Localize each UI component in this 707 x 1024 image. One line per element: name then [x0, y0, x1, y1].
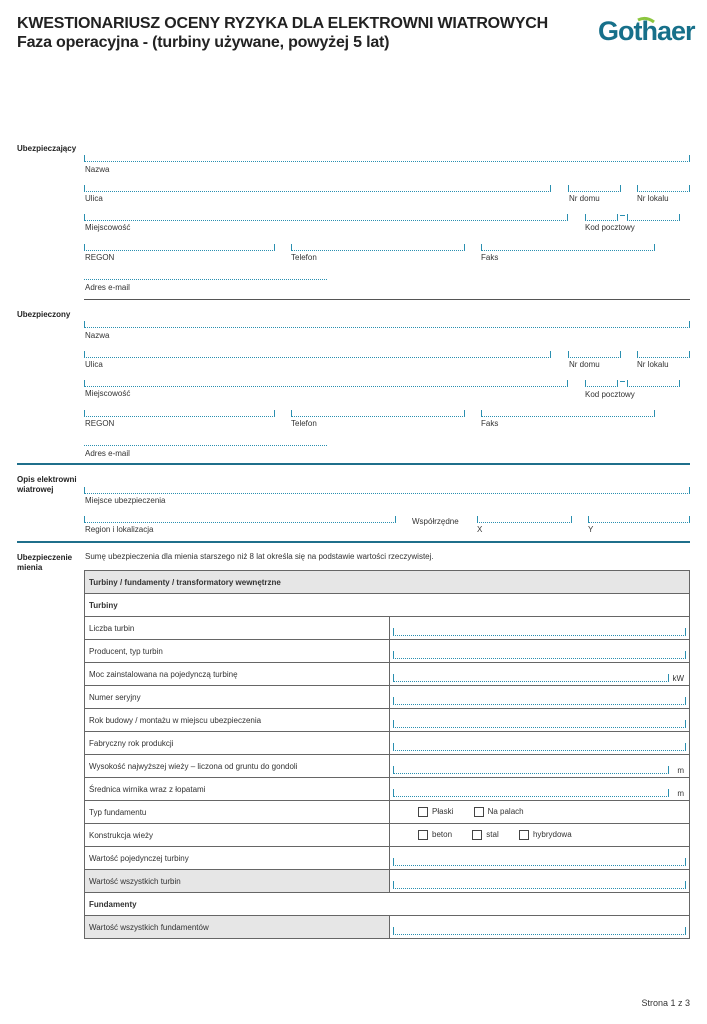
producent-label: Producent, typ turbin: [85, 640, 390, 663]
section-divider: [17, 463, 690, 465]
ubezpieczajacy-nr-domu-label: Nr domu: [569, 194, 600, 203]
ubezpieczony-telefon-label: Telefon: [291, 419, 317, 428]
region-label: Region i lokalizacja: [85, 525, 154, 534]
ubezpieczony-kod-label: Kod pocztowy: [585, 390, 635, 399]
table-row: [85, 916, 690, 939]
konstrukcja-stal-option[interactable]: [472, 830, 498, 840]
logo-text: Gothaer: [598, 16, 695, 46]
wspolrzedna-x-field[interactable]: [477, 516, 572, 523]
ubezpieczajacy-faks-label: Faks: [481, 253, 499, 262]
region-field[interactable]: [84, 516, 396, 523]
ubezpieczajacy-nr-lokalu-field[interactable]: [637, 185, 690, 192]
ubezpieczony-miejscowosc-field[interactable]: [84, 380, 568, 387]
ubezpieczony-email-label: Adres e-mail: [85, 449, 130, 458]
mienie-note: Sumę ubezpieczenia dla mienia starszego niż 8 lat określa się na podstawie wartości rzeczywistej.: [85, 552, 434, 561]
kod-dash: [620, 381, 625, 382]
table-row: [85, 663, 690, 686]
table-row: [85, 870, 690, 893]
section-ubezpieczajacy-label: Ubezpieczający: [17, 144, 77, 153]
gothaer-logo: [598, 16, 695, 48]
wysokosc-label: Wysokość najwyższej wieży – liczona od gruntu do gondoli: [85, 755, 390, 778]
ubezpieczony-kod-part2-field[interactable]: [627, 380, 680, 387]
ubezpieczajacy-nazwa-label: Nazwa: [85, 165, 110, 174]
ubezpieczajacy-telefon-label: Telefon: [291, 253, 317, 262]
checkbox[interactable]: [472, 830, 482, 840]
table-row: [85, 709, 690, 732]
ubezpieczajacy-kod-part2-field[interactable]: [627, 214, 680, 221]
typ-plaski-option[interactable]: [418, 807, 453, 817]
section-opis-label: [17, 475, 77, 495]
wartosc-fundamentow-label: Wartość wszystkich fundamentów: [85, 916, 390, 939]
ubezpieczajacy-ulica-label: Ulica: [85, 194, 103, 203]
ubezpieczony-kod-part1-field[interactable]: [585, 380, 618, 387]
section-ubezpieczony-label: Ubezpieczony: [17, 310, 71, 319]
numer-field[interactable]: [393, 697, 686, 705]
x-label: X: [477, 525, 483, 534]
ubezpieczony-ulica-label: Ulica: [85, 360, 103, 369]
wysokosc-field[interactable]: [393, 766, 669, 774]
wysokosc-cell: [390, 755, 690, 778]
property-table: [84, 570, 690, 939]
option-label: Na palach: [487, 807, 524, 817]
konstrukcja-cell: [390, 824, 690, 847]
ubezpieczajacy-miejscowosc-field[interactable]: [84, 214, 568, 221]
ubezpieczajacy-email-label: Adres e-mail: [85, 283, 130, 292]
ubezpieczajacy-regon-field[interactable]: [84, 244, 275, 251]
ubezpieczajacy-telefon-field[interactable]: [291, 244, 465, 251]
section-opis-label-line2: wiatrowej: [17, 485, 54, 494]
table-row: [85, 594, 690, 617]
turbiny-heading: Turbiny: [85, 594, 690, 617]
section-divider: [17, 541, 690, 543]
srednica-field[interactable]: [393, 789, 669, 797]
ubezpieczajacy-nazwa-field[interactable]: [84, 155, 690, 162]
ubezpieczony-nr-lokalu-field[interactable]: [637, 351, 690, 358]
ubezpieczony-email-field[interactable]: [84, 445, 327, 446]
table-row: [85, 893, 690, 916]
option-label: Płaski: [432, 807, 454, 817]
checkbox[interactable]: [519, 830, 529, 840]
ubezpieczony-regon-field[interactable]: [84, 410, 275, 417]
moc-cell: [390, 663, 690, 686]
ubezpieczajacy-kod-label: Kod pocztowy: [585, 223, 635, 232]
srednica-cell: [390, 778, 690, 801]
ubezpieczony-faks-label: Faks: [481, 419, 499, 428]
page-number: Strona 1 z 3: [641, 998, 690, 1008]
wartosc-wszystkich-cell: [390, 870, 690, 893]
table-row: [85, 824, 690, 847]
fabryczny-label: Fabryczny rok produkcji: [85, 732, 390, 755]
wysokosc-unit: m: [677, 766, 684, 775]
ubezpieczony-telefon-field[interactable]: [291, 410, 465, 417]
section-mienie-label-line1: Ubezpieczenie: [17, 553, 73, 562]
typ-fundamentu-cell: [390, 801, 690, 824]
liczba-turbin-field[interactable]: [393, 628, 686, 636]
wartosc-fundamentow-field[interactable]: [393, 927, 686, 935]
table-row: [85, 778, 690, 801]
table-row: [85, 571, 690, 594]
rok-budowy-cell: [390, 709, 690, 732]
ubezpieczajacy-email-field[interactable]: [84, 279, 327, 280]
wspolrzedne-label: Współrzędne: [412, 517, 459, 526]
konstrukcja-label: Konstrukcja wieży: [85, 824, 390, 847]
wartosc-wszystkich-label: Wartość wszystkich turbin: [85, 870, 390, 893]
ubezpieczony-miejscowosc-label: Miejscowość: [85, 389, 131, 398]
srednica-label: Średnica wirnika wraz z łopatami: [85, 778, 390, 801]
ubezpieczajacy-regon-label: REGON: [85, 253, 115, 262]
ubezpieczony-nazwa-label: Nazwa: [85, 331, 110, 340]
y-label: Y: [588, 525, 594, 534]
konstrukcja-hybrydowa-option[interactable]: [519, 830, 572, 840]
fabryczny-cell: [390, 732, 690, 755]
ubezpieczony-nr-lokalu-label: Nr lokalu: [637, 360, 669, 369]
table-row: [85, 801, 690, 824]
table-row: [85, 617, 690, 640]
producent-field[interactable]: [393, 651, 686, 659]
ubezpieczajacy-ulica-field[interactable]: [84, 185, 551, 192]
fabryczny-field[interactable]: [393, 743, 686, 751]
miejsce-ubezpieczenia-field[interactable]: [84, 487, 690, 494]
title-line-2: Faza operacyjna - (turbiny używane, powyżej 5 lat): [17, 34, 390, 51]
table-row: [85, 686, 690, 709]
option-label: stal: [486, 830, 499, 840]
srednica-unit: m: [677, 789, 684, 798]
table-header: Turbiny / fundamenty / transformatory wewnętrzne: [85, 571, 690, 594]
option-label: hybrydowa: [532, 830, 572, 840]
numer-cell: [390, 686, 690, 709]
typ-na-palach-option[interactable]: [474, 807, 524, 817]
section-mienie-label: [17, 553, 72, 573]
ubezpieczony-ulica-field[interactable]: [84, 351, 551, 358]
rok-budowy-label: Rok budowy / montażu w miejscu ubezpieczenia: [85, 709, 390, 732]
wartosc-pojedynczej-field[interactable]: [393, 858, 686, 866]
table-row: [85, 732, 690, 755]
wartosc-wszystkich-field[interactable]: [393, 881, 686, 889]
ubezpieczony-faks-field[interactable]: [481, 410, 655, 417]
checkbox[interactable]: [474, 807, 484, 817]
ubezpieczony-nr-domu-label: Nr domu: [569, 360, 600, 369]
miejsce-ubezpieczenia-label: Miejsce ubezpieczenia: [85, 496, 166, 505]
section-mienie-label-line2: mienia: [17, 563, 43, 572]
liczba-turbin-cell: [390, 617, 690, 640]
ubezpieczajacy-nr-domu-field[interactable]: [568, 185, 621, 192]
kod-dash: [620, 215, 625, 216]
wspolrzedna-y-field[interactable]: [588, 516, 690, 523]
ubezpieczajacy-nr-lokalu-label: Nr lokalu: [637, 194, 669, 203]
divider: [84, 299, 690, 300]
title-line-1: KWESTIONARIUSZ OCENY RYZYKA DLA ELEKTROWNI WIATROWYCH: [17, 15, 549, 32]
fundamenty-heading: Fundamenty: [85, 893, 690, 916]
ubezpieczony-nazwa-field[interactable]: [84, 321, 690, 328]
option-label: beton: [432, 830, 453, 840]
table-row: [85, 755, 690, 778]
rok-budowy-field[interactable]: [393, 720, 686, 728]
producent-cell: [390, 640, 690, 663]
section-opis-label-line1: Opis elektrowni: [17, 475, 77, 484]
konstrukcja-beton-option[interactable]: [418, 830, 452, 840]
moc-label: Moc zainstalowana na pojedynczą turbinę: [85, 663, 390, 686]
wartosc-fundamentow-cell: [390, 916, 690, 939]
ubezpieczony-nr-domu-field[interactable]: [568, 351, 621, 358]
ubezpieczony-regon-label: REGON: [85, 419, 115, 428]
wartosc-pojedynczej-cell: [390, 847, 690, 870]
ubezpieczajacy-faks-field[interactable]: [481, 244, 655, 251]
form-title: [17, 14, 548, 52]
table-row: [85, 847, 690, 870]
wartosc-pojedynczej-label: Wartość pojedynczej turbiny: [85, 847, 390, 870]
table-row: [85, 640, 690, 663]
liczba-turbin-label: Liczba turbin: [85, 617, 390, 640]
typ-fundamentu-label: Typ fundamentu: [85, 801, 390, 824]
checkbox[interactable]: [418, 807, 428, 817]
ubezpieczajacy-kod-part1-field[interactable]: [585, 214, 618, 221]
numer-label: Numer seryjny: [85, 686, 390, 709]
ubezpieczajacy-miejscowosc-label: Miejscowość: [85, 223, 131, 232]
checkbox[interactable]: [418, 830, 428, 840]
moc-field[interactable]: [393, 674, 669, 682]
moc-unit: kW: [672, 674, 684, 683]
